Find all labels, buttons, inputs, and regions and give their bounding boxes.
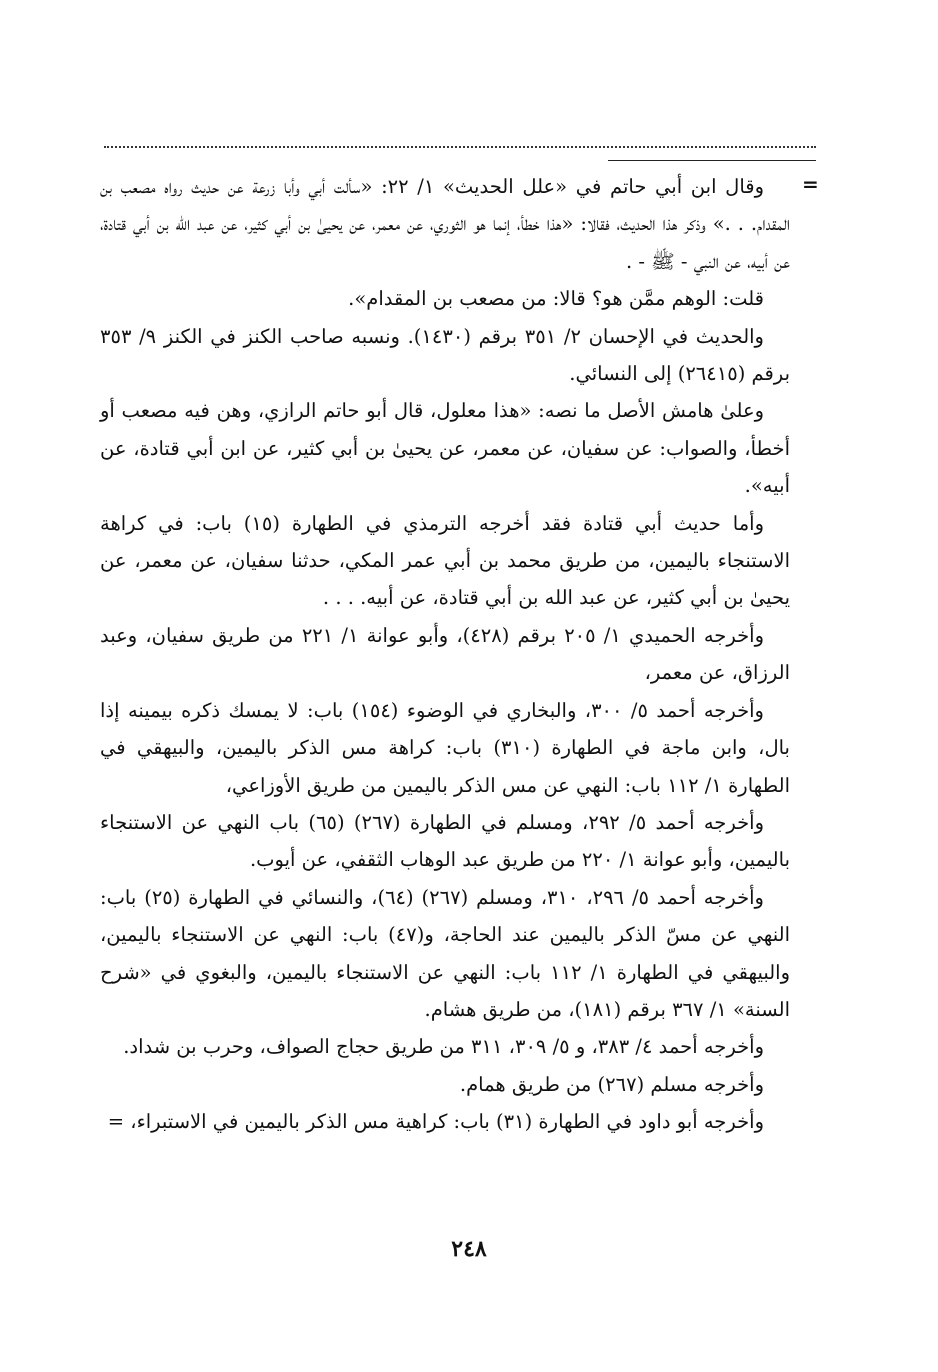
paragraph: والحديث في الإحسان ٢/ ٣٥١ برقم (١٤٣٠). ونسبه صاحب الكنز في الكنز ٩/ ٣٥٣ برقم (٢٦٤١٥) إلى النسائي. [100,324,790,386]
paragraph: وقال ابن أبي حاتم في «علل الحديث» ١/ ٢٢: «سألت أبي وأبا زرعة عن حديث رواه مصعب بن المقدام. . .» وذكر هذا الحديث، فقالا: «هذا خطأ، إنما هو الثوري، عن معمر، عن يحيىٰ بن أبي كثير، عن عبد الله بن أبي قتادة، عن أبيه، عن النبي - ﷺ - . [100,175,790,273]
paragraph: وأخرجه مسلم (٢٦٧) من طريق همام. [459,1072,764,1096]
footnote-separator [608,160,816,161]
continuation-mark: = [802,172,819,196]
footnote-text [100,168,790,1141]
paragraph: وأخرجه أحمد ٥/ ٢٩٢، ومسلم في الطهارة (٢٦٧) (٦٥) باب النهي عن الاستنجاء باليمين، وأبو عوانة ١/ ٢٢٠ من طريق عبد الوهاب الثقفي، عن أيوب. [100,810,790,872]
page-number: ٢٤٨ [451,1236,487,1262]
paragraph: وأخرجه أحمد ٥/ ٣٠٠، والبخاري في الوضوء (١٥٤) باب: لا يمسك ذكره بيمينه إذا بال، وابن ماجة في الطهارة (٣١٠) باب: كراهة مس الذكر باليمين، والبيهقي في الطهارة ١/ ١١٢ باب: النهي عن مس الذكر باليمين من طريق الأوزاعي، [100,698,790,797]
paragraph: وأخرجه أحمد ٥/ ٢٩٦، ٣١٠، ومسلم (٢٦٧) (٦٤)، والنسائي في الطهارة (٢٥) باب: النهي عن مسّ الذكر باليمين عند الحاجة، و(٤٧) باب: النهي عن الاستنجاء باليمين، والبيهقي في الطهارة ١/ ١١٢ باب: النهي عن الاستنجاء باليمين، والبغوي في «شرح السنة» ١/ ٣٦٧ برقم (١٨١)، من طريق هشام. [100,885,790,1021]
paragraph: وعلىٰ هامش الأصل ما نصه: «هذا معلول، قال أبو حاتم الرازي، وهن فيه مصعب أو أخطأ، والصواب: عن سفيان، عن معمر، عن يحيىٰ بن أبي كثير، عن ابن أبي قتادة، عن أبيه». [100,399,790,498]
paragraph: قلت: الوهم ممَّن هو؟ قالا: من مصعب بن المقدام». [348,287,764,311]
paragraph: وأخرجه أبو داود في الطهارة (٣١) باب: كراهية مس الذكر باليمين في الاستبراء، = [107,1110,764,1134]
paragraph: وأخرجه الحميدي ١/ ٢٠٥ برقم (٤٢٨)، وأبو عوانة ١/ ٢٢١ من طريق سفيان، وعبد الرزاق، عن معمر، [100,623,790,685]
top-dotted-separator [104,146,816,148]
paragraph: وأما حديث أبي قتادة فقد أخرجه الترمذي في الطهارة (١٥) باب: في كراهة الاستنجاء باليمين، من طريق محمد بن أبي عمر المكي، حدثنا سفيان، عن معمر، عن يحيىٰ بن أبي كثير، عن عبد الله بن أبي قتادة، عن أبيه. . . . [100,511,790,610]
paragraph: وأخرجه أحمد ٤/ ٣٨٣، و ٥/ ٣٠٩، ٣١١ من طريق حجاج الصواف، وحرب بن شداد. [123,1035,764,1059]
